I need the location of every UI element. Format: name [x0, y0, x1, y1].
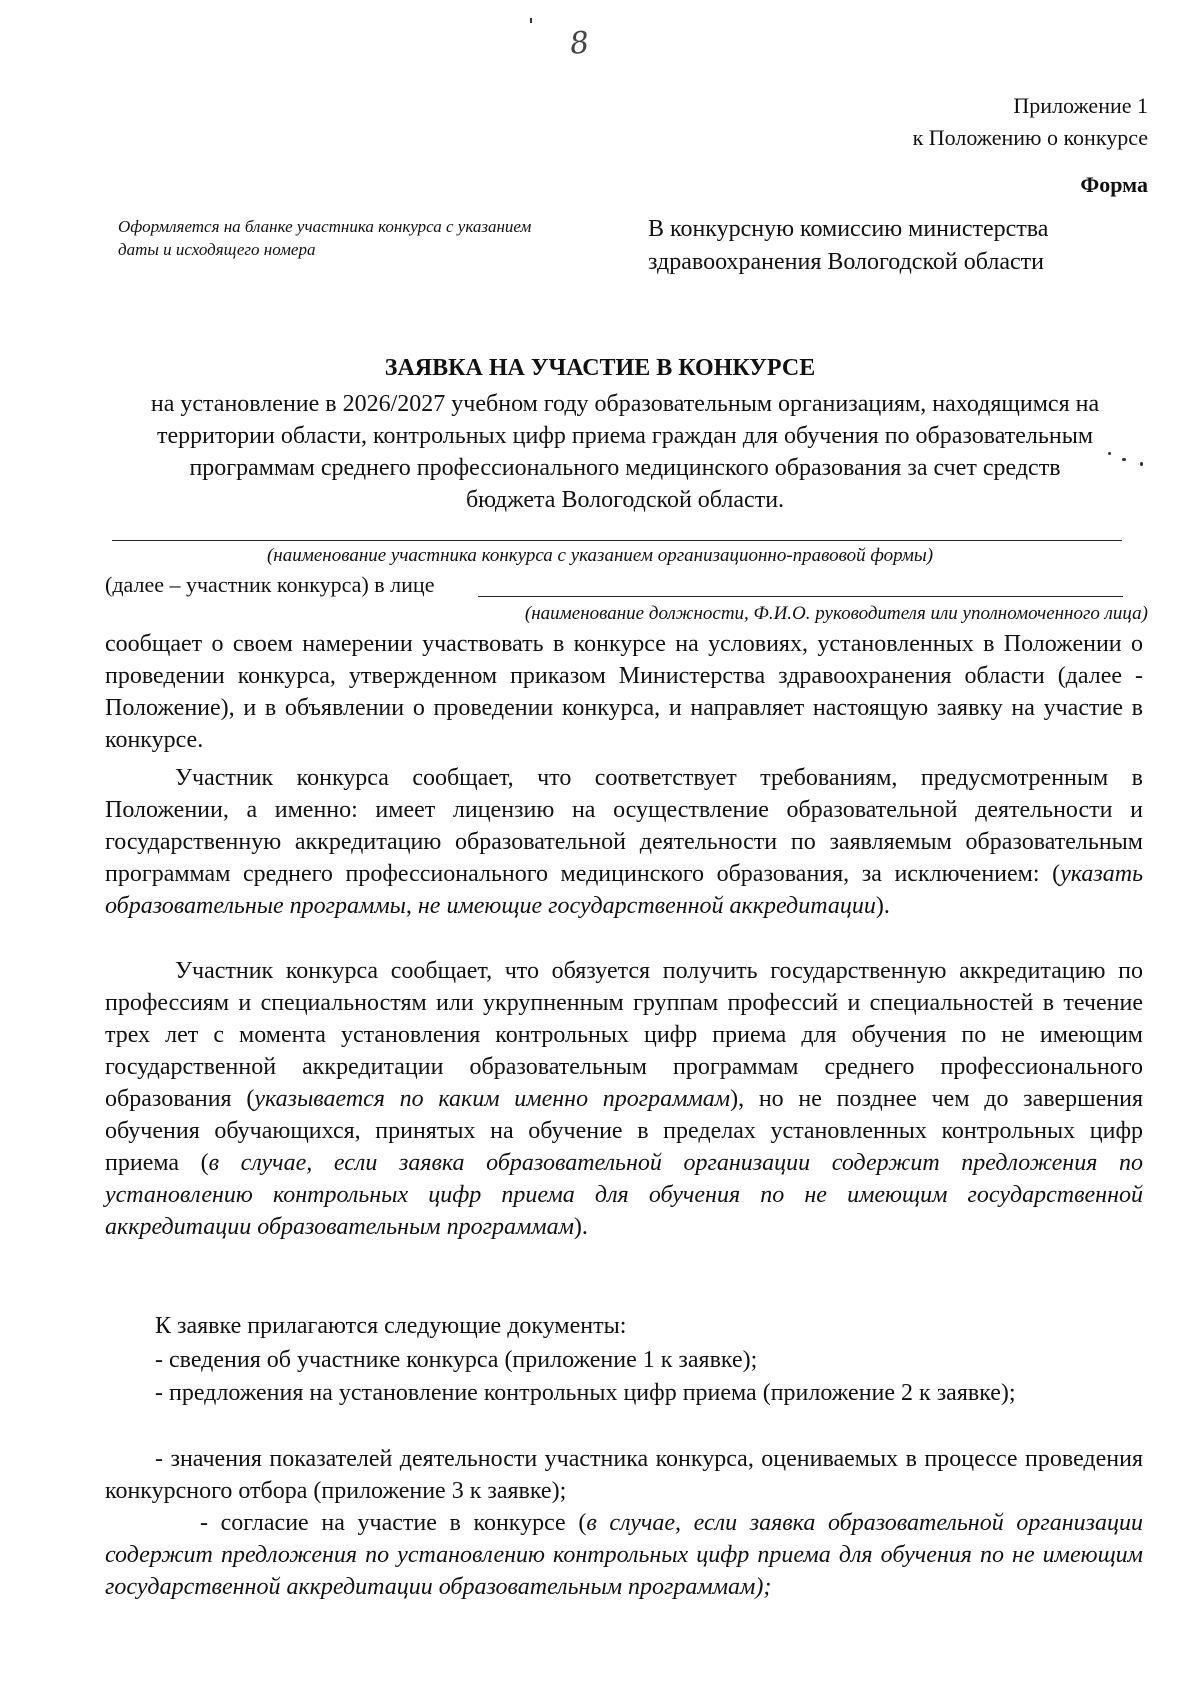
- scan-speck: [1122, 458, 1126, 461]
- representative-prefix: (далее – участник конкурса) в лице: [105, 572, 435, 597]
- paragraph-compliance: [105, 762, 1143, 922]
- addressee-line-2: здравоохранения Вологодской области: [648, 249, 1044, 275]
- attachment-4-instruction: в случае, если заявка образовательной организации содержит предложения по установлению контрольных цифр приема для обучения по не имеющим государственной аккредитации образовательным программам);: [105, 1510, 1143, 1600]
- appendix-line-2: к Положению о конкурсе: [912, 125, 1148, 150]
- attachment-item-4: [105, 1507, 1143, 1603]
- paragraph-intent: сообщает о своем намерении участвовать в конкурсе на условиях, установленных в Положении о проведении конкурса, утвержденном приказом Министерства здравоохранения области (далее - Положение), и в объявлении о проведении конкурса, и направляет настоящую заявку на участие в конкурсе.: [105, 631, 1143, 753]
- org-name-caption: (наименование участника конкурса с указанием организационно-правовой формы): [266, 545, 934, 566]
- attachment-4-text: - согласие на участие в конкурсе (: [200, 1510, 587, 1536]
- accreditation-end: ).: [573, 1214, 588, 1240]
- scan-speck: [1140, 462, 1143, 466]
- attachment-item-1: - сведения об участнике конкурса (приложение 1 к заявке);: [155, 1347, 758, 1373]
- attachment-item-3: - значения показателей деятельности участника конкурса, оцениваемых в процессе проведения конкурсного отбора (приложение 3 к заявке);: [105, 1446, 1143, 1504]
- accreditation-text-b: ), но не позднее чем до завершения обучения обучающихся, принятых на обучение в пределах установленных контрольных цифр приема (: [105, 1086, 1144, 1176]
- scan-speck: [1108, 452, 1111, 455]
- addressee-line-1: В конкурсную комиссию министерства: [648, 216, 1049, 242]
- compliance-end: ).: [875, 893, 890, 919]
- compliance-instruction: указать образовательные программы, не имеющие государственной аккредитации: [105, 861, 1143, 919]
- org-name-fill-line: [112, 540, 1122, 541]
- attachments-intro: К заявке прилагаются следующие документы:: [155, 1313, 627, 1339]
- appendix-line-1: Приложение 1: [1013, 93, 1148, 118]
- handwritten-page-number: 8: [568, 25, 591, 62]
- document-title: ЗАЯВКА НА УЧАСТИЕ В КОНКУРСЕ: [384, 355, 816, 381]
- letterhead-note: Оформляется на бланке участника конкурса с указанием даты и исходящего номера: [118, 217, 532, 259]
- representative-caption: (наименование должности, Ф.И.О. руководителя или уполномоченного лица): [524, 603, 1148, 624]
- representative-fill-line: [478, 596, 1123, 597]
- form-label: Форма: [1080, 172, 1148, 197]
- attachment-item-2: - предложения на установление контрольных цифр приема (приложение 2 к заявке);: [155, 1380, 1016, 1406]
- addressee-block: [648, 213, 1148, 279]
- accreditation-instruction-1: указывается по каким именно программам: [254, 1086, 731, 1112]
- scan-speck: [530, 18, 532, 23]
- document-subtitle: на установление в 2026/2027 учебном году образовательным организациям, находящимся на территории области, контрольных цифр приема граждан для обучения по образовательным программам среднего профессионального медицинского образования за счет средств бюджета Вологодской области.: [150, 391, 1100, 513]
- compliance-text: Участник конкурса сообщает, что соответствует требованиям, предусмотренным в Положении, а именно: имеет лицензию на осуществление образовательной деятельности и государственную аккредитацию образовательной деятельности по заявляемым образовательным программам среднего профессионального медицинского образования, за исключением: (: [105, 765, 1143, 887]
- accreditation-instruction-2: в случае, если заявка образовательной организации содержит предложения по установлению контрольных цифр приема для обучения по не имеющим государственной аккредитации образовательным программам: [105, 1150, 1143, 1240]
- paragraph-accreditation: [105, 955, 1143, 1243]
- appendix-reference: [913, 90, 1148, 154]
- accreditation-text-a: Участник конкурса сообщает, что обязуется получить государственную аккредитацию по профессиям и специальностям или укрупненным группам профессий и специальностей в течение трех лет с момента установления контрольных цифр приема для обучения по не имеющим государственной аккредитации образовательным программам среднего профессионального образования (: [105, 958, 1143, 1112]
